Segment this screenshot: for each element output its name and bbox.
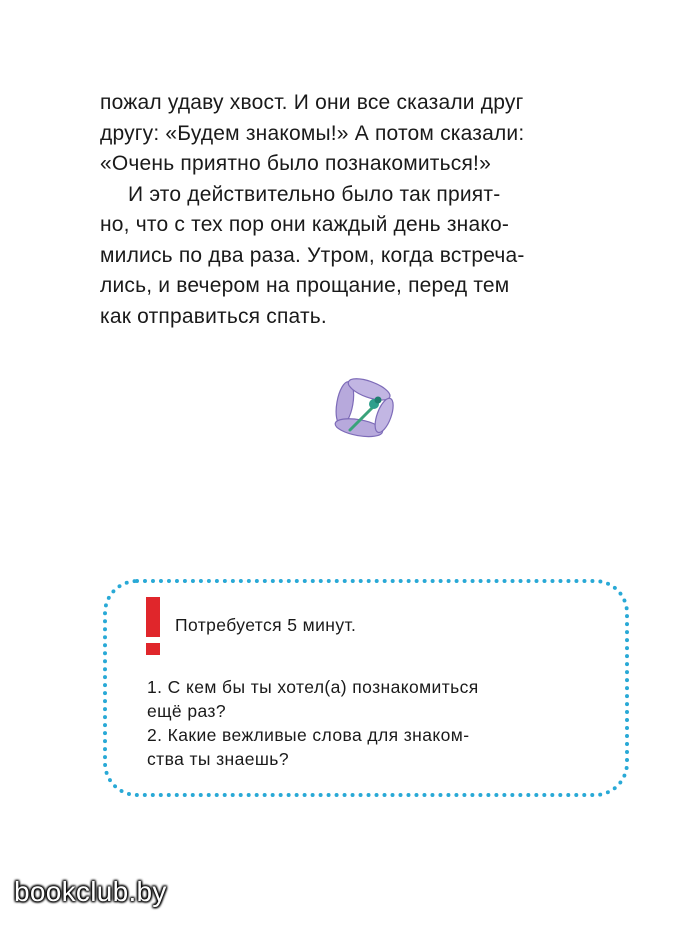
question-item xyxy=(147,675,595,723)
text-line: как отправиться спать. xyxy=(100,304,327,328)
question-line: 1. С кем бы ты хотел(а) познакомиться xyxy=(147,677,479,697)
story-text xyxy=(100,88,634,332)
text-line: но, что с тех пор они каждый день знако- xyxy=(100,213,510,236)
text-line: пожал удаву хвост. И они все сказали друг xyxy=(100,91,524,114)
paragraph xyxy=(100,88,634,180)
paragraph xyxy=(100,180,634,333)
question-item xyxy=(147,723,595,771)
text-line: И это действительно было так прият- xyxy=(128,182,501,206)
question-line: 2. Какие вежливые слова для знаком- xyxy=(147,725,470,745)
question-line: ства ты знаешь? xyxy=(147,749,289,769)
question-line: ещё раз? xyxy=(147,701,226,721)
text-line: другу: «Будем знакомы!» А потом сказали: xyxy=(100,121,525,145)
dragonfly-icon xyxy=(328,372,404,452)
text-line: лись, и вечером на прощание, перед тем xyxy=(100,274,510,297)
task-box xyxy=(103,579,629,797)
watermark: bookclub.by xyxy=(14,876,167,907)
time-note: Потребуется 5 минут. xyxy=(175,615,357,635)
question-list xyxy=(147,675,595,771)
text-line: мились по два раза. Утром, когда встреча- xyxy=(100,243,525,267)
text-line: «Очень приятно было познакомиться!» xyxy=(100,152,491,175)
exclamation-icon xyxy=(143,597,163,655)
